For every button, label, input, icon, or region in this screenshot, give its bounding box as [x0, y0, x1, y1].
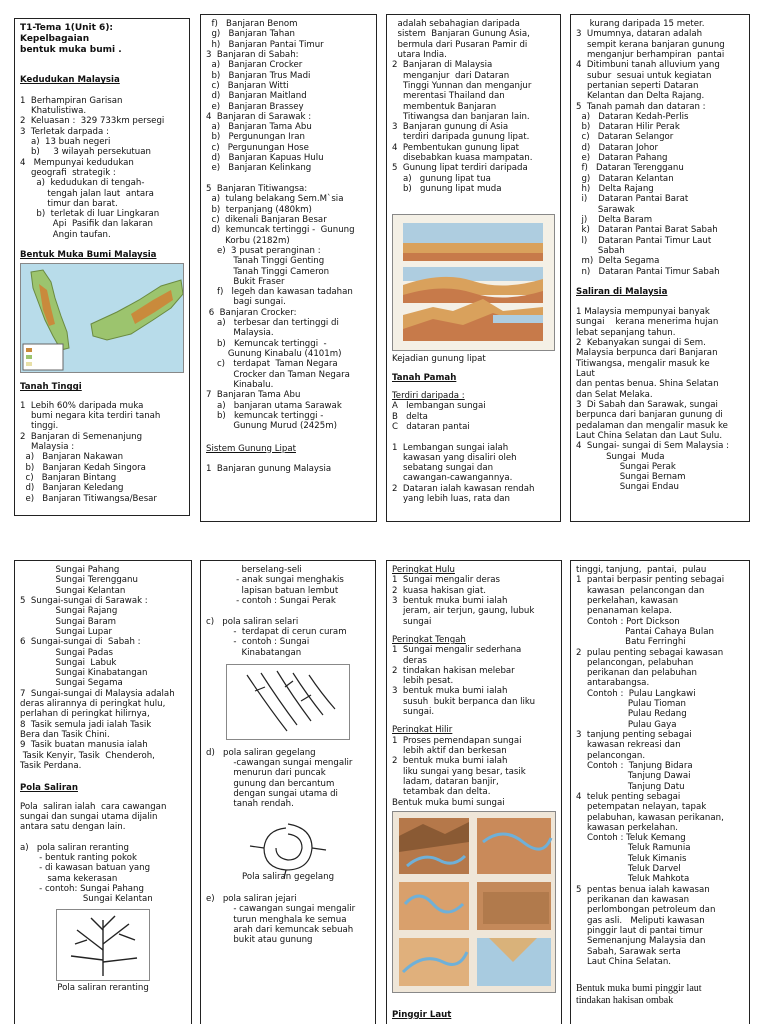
heading-saliran-malaysia: Saliran di Malaysia: [576, 286, 668, 297]
hilir-list: 1 Proses pemendapan sungai lebih aktif dan berkesan 2 bentuk muka bumi ialah liku sungai yang besar, tasik ladam, dataran banjir, tetambak dan delta.: [392, 735, 526, 798]
heading-sistem-gunung-lipat: Sistem Gunung Lipat: [206, 443, 296, 454]
heading-bentuk-muka-bumi: Bentuk Muka Bumi Malaysia: [20, 250, 157, 261]
fold-mountain-caption: Kejadian gunung lipat: [392, 354, 486, 365]
fold-mountain-diagram: [393, 215, 555, 350]
malaysia-map-figure: [20, 263, 184, 373]
panel-dataran-saliran: [570, 14, 750, 522]
gunung-lipat-text: adalah sebahagian daripada sistem Banjaran Gunung Asia, bermula dari Pusaran Pamir di utara India. 2 Banjaran di Malaysia menganjur dari Dataran Tinggi Yunnan dan menganjur merentasi Thailand dan membentuk Banjaran Titiwangsa dan banjaran lain. 3 Banjaran gunung di Asia terdiri daripada gunung lipat. 4 Pembentukan gunung lipat disebabkan kuasa mampatan. 5 Gunung lipat terdiri daripada a) gunung lipat tua b) gunung lipat muda: [392, 19, 533, 194]
heading-tanah-pamah: Tanah Pamah: [392, 372, 457, 383]
heading-terdiri-daripada: Terdiri daripada :: [392, 390, 465, 401]
malaysia-map-image: [21, 264, 184, 372]
dataran-list: kurang daripada 15 meter. 3 Umumnya, dataran adalah sempit kerana banjaran gunung menganjur berhampiran pantai 4 Ditimbuni tanah alluvium yang subur sesuai untuk kegiatan pertanian seperti Dataran Kelantan dan Delta Rajang. 5 Tanah pamah dan dataran : a) Dataran Kedah-Perlis b) Dataran Hilir Perak c) Dataran Selangor d) Dataran Johor e) Dataran Pahang f) Dataran Terengganu g) Dataran Kelantan h) Delta Rajang i) Dataran Pantai Barat Sarawak j) Delta Baram k) Dataran Pantai Barat Sabah l) Dataran Pantai Timur Laut Sabah m) Delta Segama n) Dataran Pantai Timur Sabah: [576, 19, 725, 277]
hulu-list: 1 Sungai mengalir deras 2 kuasa hakisan giat. 3 bentuk muka bumi ialah jeram, air terjun, gaung, lubuk sungai: [392, 575, 535, 627]
kedudukan-list: 1 Berhampiran Garisan Khatulistiwa. 2 Keluasan : 329 733km persegi 3 Terletak darpada : a) 13 buah negeri b) 3 wilayah persekutuan 4 Mempunyai kedudukan geografi strategik : a) kedudukan di tengah- tengah jalan laut antara timur dan barat. b) terletak di luar Lingkaran Api Pasifik dan lakaran Angin taufan.: [20, 95, 165, 240]
tanah-pamah-list: A lembangan sungai B delta C dataran pantai 1 Lembangan sungai ialah kawasan yang disaliri oleh sebatang sungai dan cawangan-cawangannya. 2 Dataran ialah kawasan rendah yang lebih luas, rata dan: [392, 401, 535, 505]
panel-pinggir-laut: [570, 560, 750, 1024]
pola-types-text-2: d) pola saliran gegelang -cawangan sungai mengalir menurun dari puncak gunung dan bercantum dengan sungai utama di tanah rendah.: [206, 747, 353, 810]
panel-kedudukan: [14, 18, 190, 516]
panel-gunung-lipat: [386, 14, 561, 522]
saliran-text: 1 Malaysia mempunyai banyak sungai kerana menerima hujan lebat sepanjang tahun. 2 Kebanyakan sungai di Sem. Malaysia berpunca dari Banjaran Titiwangsa, mengalir masuk ke Laut dan pentas benua. Shina Selatan dan Selat Melaka. 3 Di Sabah dan Sarawak, sungai berpunca dari banjaran gunung di pedalaman dan mengalir masuk ke Laut China Selatan dan Laut Sulu. 4 Sungai- sungai di Sem Malaysia : Sungai Muda Sungai Perak Sungai Bernam Sungai Endau: [576, 307, 730, 493]
heading-river-landforms-figure: Bentuk muka bumi sungai: [392, 797, 505, 808]
parallel-drainage-diagram: [227, 665, 349, 739]
dendritic-caption: Pola saliran reranting: [57, 982, 149, 993]
heading-pinggir-laut: Pinggir Laut: [392, 1009, 452, 1020]
annular-drainage-diagram: [242, 816, 334, 878]
sungai-list: Sungai Pahang Sungai Terengganu Sungai Kelantan 5 Sungai-sungai di Sarawak : Sungai Rajang Sungai Baram Sungai Lupar 6 Sungai-sungai di Sabah : Sungai Padas Sungai Labuk Sungai Kinabatangan Sungai Segama 7 Sungai-sungai di Malaysia adalah deras alirannya di peringkat hulu, perlahan di peringkat hilirnya, 8 Tasik semula jadi ialah Tasik Bera dan Tasik Chini. 9 Tasik buatan manusia ialah Tasik Kenyir, Tasik Chenderoh, Tasik Perdana.: [20, 565, 175, 771]
fold-mountain-figure: [392, 214, 555, 351]
panel-peringkat-sungai: [386, 560, 562, 1024]
banjaran-list: f) Banjaran Benom g) Banjaran Tahan h) Banjaran Pantai Timur 3 Banjaran di Sabah: a) Banjaran Crocker b) Banjaran Trus Madi c) Banjaran Witti d) Banjaran Maitland e) Banjaran Brassey 4 Banjaran di Sarawak : a) Banjaran Tama Abu b) Pergunungan Iran c) Pergunungan Hose d) Banjaran Kapuas Hulu e) Banjaran Kelinkang 5 Banjaran Titiwangsa: a) tulang belakang Sem.M`sia b) terpanjang (480km) c) dikenali Banjaran Besar d) kemuncak tertinggi - Gunung Korbu (2182m) e) 3 pusat peranginan : Tanah Tinggi Genting Tanah Tinggi Cameron Bukit Fraser f) legeh dan kawasan tadahan bagi sungai. 6 Banjaran Crocker: a) terbesar dan tertinggi di Malaysia. b) Kemuncak tertinggi - Gunung Kinabalu (4101m) c) terdapat Taman Negara Crocker dan Taman Negara Kinabalu. 7 Banjaran Tama Abu a) banjaran utama Sarawak b) kemuncak tertinggi - Gunung Murud (2425m): [206, 19, 355, 432]
pinggir-laut-bottom-text: Bentuk muka bumi pinggir laut tindakan hakisan ombak: [576, 983, 702, 1007]
tanah-tinggi-list: 1 Lebih 60% daripada muka bumi negara kita terdiri tanah tinggi. 2 Banjaran di Semenanjung Malaysia : a) Banjaran Nakawan b) Banjaran Kedah Singora c) Banjaran Bintang d) Banjaran Keledang e) Banjaran Titiwangsa/Besar: [20, 400, 161, 504]
dendritic-drainage-diagram: [57, 910, 149, 980]
river-landforms-diagram: [393, 812, 556, 992]
panel-banjaran: [200, 14, 377, 522]
panel-sungai-pola: [14, 560, 192, 1024]
river-landforms-figure: [392, 811, 556, 993]
pola-types-text-3: e) pola saliran jejari - cawangan sungai mengalir turun menghala ke semua arah dari kemuncak sebuah bukit atau gunung: [206, 894, 356, 946]
parallel-drainage-figure: [226, 664, 350, 740]
pola-types-text-1: berselang-seli - anak sungai menghakis lapisan batuan lembut - contoh : Sungai Perak c) pola saliran selari - terdapat di cerun curam - contoh : Sungai Kinabatangan: [206, 565, 347, 658]
tengah-list: 1 Sungai mengalir sederhana deras 2 tindakan hakisan melebar lebih pesat. 3 bentuk muka bumi ialah susuh bukit berpanca dan liku sungai.: [392, 645, 536, 718]
sistem-gunung-lipat-text: 1 Banjaran gunung Malaysia: [206, 463, 332, 474]
pinggir-laut-list: tinggi, tanjung, pantai, pulau 1 pantai berpasir penting sebagai kawasan pelancongan dan perkelahan, kawasan penanaman kelapa. Contoh : Port Dickson Pantai Cahaya Bulan Batu Ferringhi 2 pulau penting sebagai kawasan pelancongan, pelabuhan perikanan dan pelabuhan antarabangsa. Contoh : Pulau Langkawi Pulau Tioman Pulau Redang Pulau Gaya 3 tanjung penting sebagai kawasan rekreasi dan pelancongan. Contoh : Tanjung Bidara Tanjung Dawai Tanjung Datu 4 teluk penting sebagai petempatan nelayan, tapak pelabuhan, kawasan perikanan, kawasan perkelahan. Contoh : Teluk Kemang Teluk Ramunia Teluk Kimanis Teluk Darvel Teluk Mahkota 5 pentas benua ialah kawasan perikanan dan kawasan perlombongan petroleum dan gas asli. Meliputi kawasan pinggir laut di pantai timur Semenanjung Malaysia dan Sabah, Sarawak serta Laut China Selatan.: [576, 565, 725, 967]
heading-peringkat-tengah: Peringkat Tengah: [392, 634, 466, 645]
panel-pola-saliran-types: [200, 560, 376, 1024]
heading-pola-saliran: Pola Saliran: [20, 783, 78, 794]
page-title: T1-Tema 1(Unit 6): Kepelbagaian bentuk muka bumi .: [20, 23, 122, 55]
heading-peringkat-hulu: Peringkat Hulu: [392, 565, 455, 575]
heading-kedudukan-malaysia: Kedudukan Malaysia: [20, 75, 120, 86]
dendritic-drainage-figure: [56, 909, 150, 981]
heading-peringkat-hilir: Peringkat Hilir: [392, 725, 453, 736]
pola-saliran-text: Pola saliran ialah cara cawangan sungai dan sungai utama dijalin antara satu dengan lain. a) pola saliran reranting - bentuk ranting pokok - di kawasan batuan yang sama kekerasan - contoh: Sungai Pahang Sungai Kelantan: [20, 801, 167, 905]
annular-caption: Pola saliran gegelang: [241, 871, 335, 882]
annular-drainage-figure: [242, 816, 334, 878]
heading-tanah-tinggi: Tanah Tinggi: [20, 382, 82, 393]
